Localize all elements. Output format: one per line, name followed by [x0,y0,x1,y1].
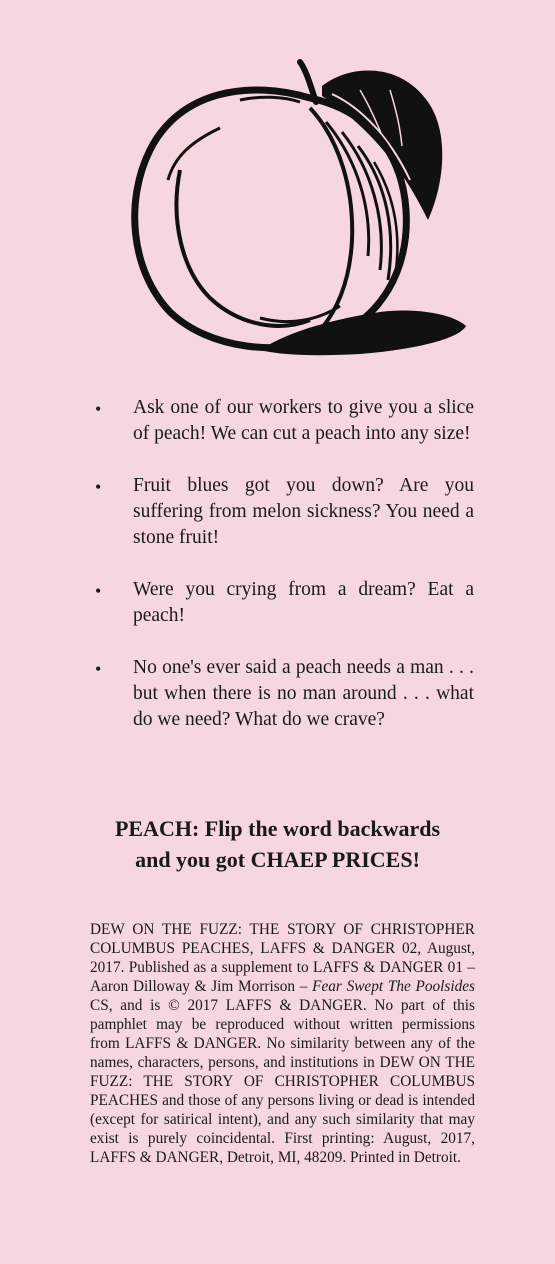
bullet-item [90,577,474,629]
headline-line-2: and you got CHAEP PRICES! [135,847,420,872]
colophon [90,920,475,1167]
bullet-text: Ask one of our workers to give you a slice of peach! We can cut a peach into any size! [133,397,474,444]
bullet-text: No one's ever said a peach needs a man . . . but when there is no man around . . . what do we need? What do we crave? [133,657,474,730]
colophon-text-1: DEW ON THE FUZZ: THE STORY OF CHRISTOPHER COLUMBUS PEACHES, LAFFS & DANGER 02, August, 2017. Published as a supplement to LAFFS & DANGER 01 – Aaron Dilloway & Jim Morrison – [90,921,475,995]
headline-line-1: PEACH: Flip the word backwards [114,816,441,841]
bullet-dot: • [95,399,102,419]
colophon-text-2: CS, and is © 2017 LAFFS & DANGER. No part of this pamphlet may be reproduced without written permissions from LAFFS & DANGER. No similarity between any of the names, characters, persons, and institutions in DEW ON THE FUZZ: THE STORY OF CHRISTOPHER COLUMBUS PEACHES and those of any persons living or dead is intended (except for satirical intent), and any such similarity that may exist is purely coincidental. First printing: August, 2017, LAFFS & DANGER, Detroit, MI, 48209. Printed in Detroit. [90,997,475,1166]
bullet-list [90,395,474,759]
bullet-dot: • [95,477,102,497]
bullet-text: Fruit blues got you down? Are you suffering from melon sickness? You need a stone fruit! [133,475,474,548]
bullet-item [90,655,474,733]
bullet-text: Were you crying from a dream? Eat a peach! [133,579,474,626]
bullet-dot: • [95,659,102,679]
bullet-dot: • [95,581,102,601]
colophon-album-title: Fear Swept The Poolsides [312,978,475,995]
bullet-item [90,395,474,447]
peach-illustration-icon [110,50,480,380]
bullet-item [90,473,474,551]
headline [0,813,555,875]
